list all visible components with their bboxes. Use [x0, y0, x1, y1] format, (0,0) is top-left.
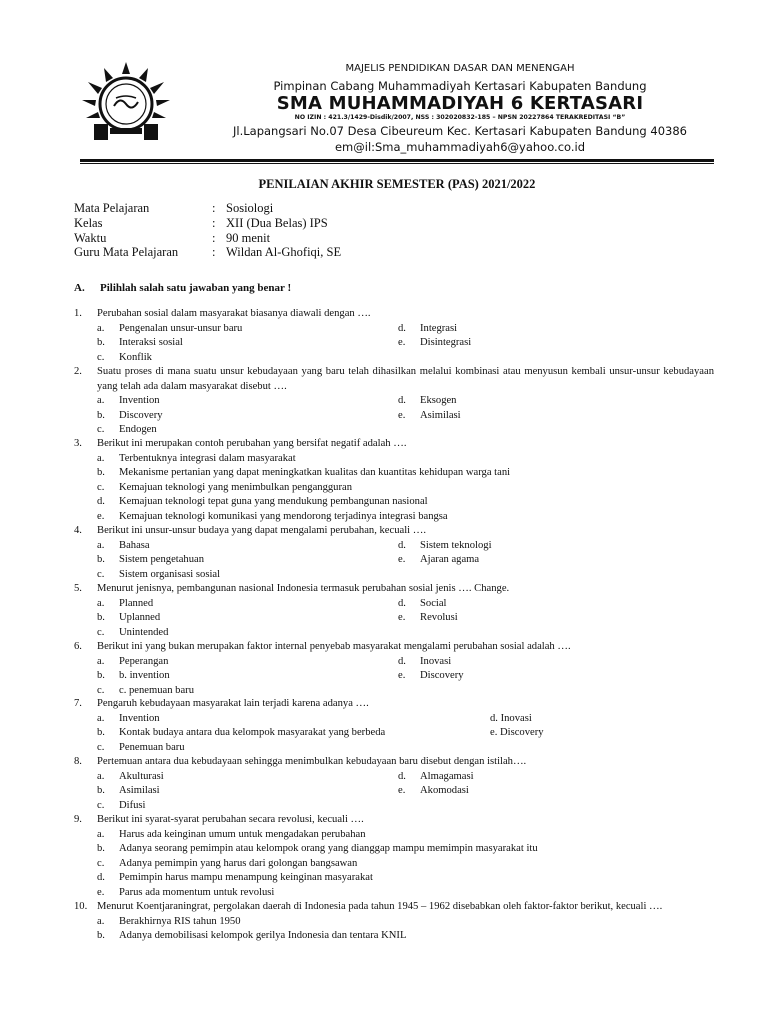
- muhammadiyah-sun-logo-icon: [80, 60, 172, 142]
- question-text: Berikut ini syarat-syarat perubahan secara revolusi, kecuali ….: [97, 814, 364, 825]
- question-5: [74, 582, 714, 641]
- question-number: 1.: [74, 308, 82, 319]
- option-e: e. Kemajuan teknologi komunikasi yang mendorong terjadinya integrasi bangsa: [97, 510, 448, 522]
- header-divider-thin: [80, 163, 714, 164]
- option-d: d. Inovasi: [490, 712, 532, 724]
- option-e: e. Parus ada momentum untuk revolusi: [97, 886, 275, 898]
- option-c: c. Unintended: [97, 626, 169, 638]
- option-c: c. c. penemuan baru: [97, 684, 195, 696]
- question-number: 5.: [74, 583, 82, 594]
- option-c: c. Endogen: [97, 424, 157, 435]
- question-1: [74, 307, 714, 366]
- option-d: d. Eksogen: [398, 395, 457, 406]
- option-b: b. Asimilasi: [97, 785, 160, 796]
- option-b: b. Discovery: [97, 409, 163, 421]
- option-b: b. Interaksi sosial: [97, 337, 183, 348]
- option-a: a. Terbentuknya integrasi dalam masyarakat: [97, 452, 296, 464]
- question-number: 9.: [74, 814, 82, 825]
- question-text: Menurut jenisnya, pembangunan nasional Indonesia termasuk perubahan sosial jenis …. Change.: [97, 583, 510, 594]
- option-c: c. Kemajuan teknologi yang menimbulkan pengangguran: [97, 481, 353, 493]
- question-number: 3.: [74, 438, 82, 449]
- meta-colon: :: [212, 230, 216, 245]
- option-d: d. Pemimpin harus mampu menampung keinginan masyarakat: [97, 872, 373, 883]
- meta-row: [74, 231, 341, 246]
- section-letter: A.: [74, 282, 85, 294]
- option-e: e. Ajaran agama: [398, 554, 480, 565]
- header-divider-thick: [80, 159, 714, 162]
- question-3: [74, 437, 714, 525]
- meta-row: [74, 201, 341, 216]
- question-text: Berikut ini unsur-unsur budaya yang dapat mengalami perubahan, kecuali ….: [97, 525, 426, 536]
- option-e: e. Asimilasi: [398, 409, 461, 421]
- section-heading: [74, 282, 291, 294]
- option-c: c. Adanya pemimpin yang harus dari golongan bangsawan: [97, 857, 358, 869]
- meta-row: [74, 245, 341, 260]
- meta-label: Guru Mata Pelajaran: [74, 245, 179, 260]
- meta-value: XII (Dua Belas) IPS: [226, 215, 328, 230]
- meta-label: Waktu: [74, 230, 107, 245]
- header-line2: Pimpinan Cabang Muhammadiyah Kertasari Kabupaten Bandung: [273, 79, 647, 93]
- question-text: Berikut ini yang bukan merupakan faktor internal penyebab masyarakat mengalami perubahan sosial adalah ….: [97, 641, 571, 652]
- question-text: Suatu proses di mana suatu unsur kebudayaan yang baru telah dihasilkan melalui kombinasi atau menyusun kembali unsur-unsur kebudayaan yang telah ada dalam masyarakat disebut ….: [97, 366, 714, 392]
- option-a: a. Harus ada keinginan umum untuk mengadakan perubahan: [97, 828, 366, 840]
- school-name: SMA MUHAMMADIYAH 6 KERTASARI: [276, 93, 644, 114]
- meta-label: Mata Pelajaran: [74, 201, 150, 215]
- meta-label: Kelas: [74, 215, 103, 230]
- option-a: a. Peperangan: [97, 655, 169, 667]
- option-b: b. b. invention: [97, 670, 170, 681]
- option-e: e. Akomodasi: [398, 785, 469, 796]
- question-text: Menurut Koentjaraningrat, pergolakan daerah di Indonesia pada tahun 1945 – 1962 disebabkan oleh faktor-faktor berikut, kecuali ….: [97, 901, 663, 912]
- question-number: 8.: [74, 756, 82, 767]
- meta-value: 90 menit: [226, 230, 271, 245]
- meta-colon: :: [212, 245, 216, 260]
- option-d: d. Kemajuan teknologi tepat guna yang mendukung pembangunan nasional: [97, 496, 428, 507]
- option-b: b. Adanya demobilisasi kelompok gerilya Indonesia dan tentara KNIL: [97, 930, 407, 941]
- address-line: Jl.Lapangsari No.07 Desa Cibeureum Kec. Kertasari Kabupaten Bandung 40386: [233, 124, 687, 138]
- question-number: 10.: [74, 901, 88, 912]
- option-e: e. Disintegrasi: [398, 337, 472, 348]
- question-10: [74, 900, 714, 945]
- option-a: a. Pengenalan unsur-unsur baru: [97, 322, 243, 334]
- meta-row: [74, 216, 341, 231]
- option-d: d. Sistem teknologi: [398, 539, 492, 551]
- section-title: Pilihlah salah satu jawaban yang benar !: [100, 282, 292, 294]
- question-text: Pengaruh kebudayaan masyarakat lain terjadi karena adanya ….: [97, 698, 369, 709]
- meta-colon: :: [212, 215, 216, 230]
- option-c: c. Penemuan baru: [97, 741, 185, 753]
- option-c: c. Difusi: [97, 799, 146, 811]
- license-line: NO IZIN : 421.3/1429-Disdik/2007, NSS : 302020832-185 – NPSN 20227864 TERAKREDITASI “B”: [294, 114, 626, 121]
- option-b: b. Uplanned: [97, 612, 161, 623]
- option-e: e. Discovery: [490, 727, 544, 738]
- option-a: a. Bahasa: [97, 539, 150, 551]
- option-d: d. Inovasi: [398, 655, 452, 667]
- meta-value: Sosiologi: [226, 201, 274, 215]
- option-d: d. Integrasi: [398, 322, 458, 334]
- question-number: 4.: [74, 525, 82, 536]
- question-number: 7.: [74, 698, 82, 709]
- question-number: 6.: [74, 641, 82, 652]
- question-4: [74, 524, 714, 583]
- option-d: d. Almagamasi: [398, 770, 474, 782]
- header-line1: MAJELIS PENDIDIKAN DASAR DAN MENENGAH: [345, 63, 575, 74]
- option-c: c. Konflik: [97, 351, 152, 363]
- question-9: [74, 813, 714, 901]
- email-line: em@il:Sma_muhammadiyah6@yahoo.co.id: [334, 140, 586, 154]
- question-2: [74, 365, 714, 438]
- option-a: a. Planned: [97, 597, 154, 609]
- option-b: b. Adanya seorang pemimpin atau kelompok orang yang dianggap mampu memimpin masyarakat itu: [97, 843, 538, 854]
- exam-meta: [74, 201, 341, 260]
- question-text: Pertemuan antara dua kebudayaan sehingga menimbulkan kebudayaan baru disebut dengan istilah….: [97, 756, 527, 767]
- option-c: c. Sistem organisasi sosial: [97, 568, 221, 580]
- question-number: 2.: [74, 366, 82, 377]
- meta-colon: :: [212, 201, 216, 215]
- option-a: a. Invention: [97, 395, 160, 406]
- question-7: [74, 697, 714, 756]
- option-a: a. Invention: [97, 712, 160, 724]
- option-a: a. Akulturasi: [97, 770, 164, 782]
- meta-value: Wildan Al-Ghofiqi, SE: [226, 245, 342, 260]
- option-b: b. Mekanisme pertanian yang dapat meningkatkan kualitas dan kuantitas kehidupan warga tani: [97, 467, 511, 478]
- question-text: Berikut ini merupakan contoh perubahan yang bersifat negatif adalah ….: [97, 438, 407, 449]
- question-text: Perubahan sosial dalam masyarakat biasanya diawali dengan ….: [97, 308, 371, 319]
- option-e: e. Discovery: [398, 670, 464, 681]
- option-b: b. Sistem pengetahuan: [97, 554, 205, 565]
- option-b: b. Kontak budaya antara dua kelompok masyarakat yang berbeda: [97, 727, 386, 738]
- exam-title: PENILAIAN AKHIR SEMESTER (PAS) 2021/2022: [258, 177, 536, 191]
- question-6: [74, 640, 714, 699]
- option-d: d. Social: [398, 597, 447, 609]
- option-a: a. Berakhirnya RIS tahun 1950: [97, 915, 241, 927]
- option-e: e. Revolusi: [398, 612, 458, 623]
- question-8: [74, 755, 714, 814]
